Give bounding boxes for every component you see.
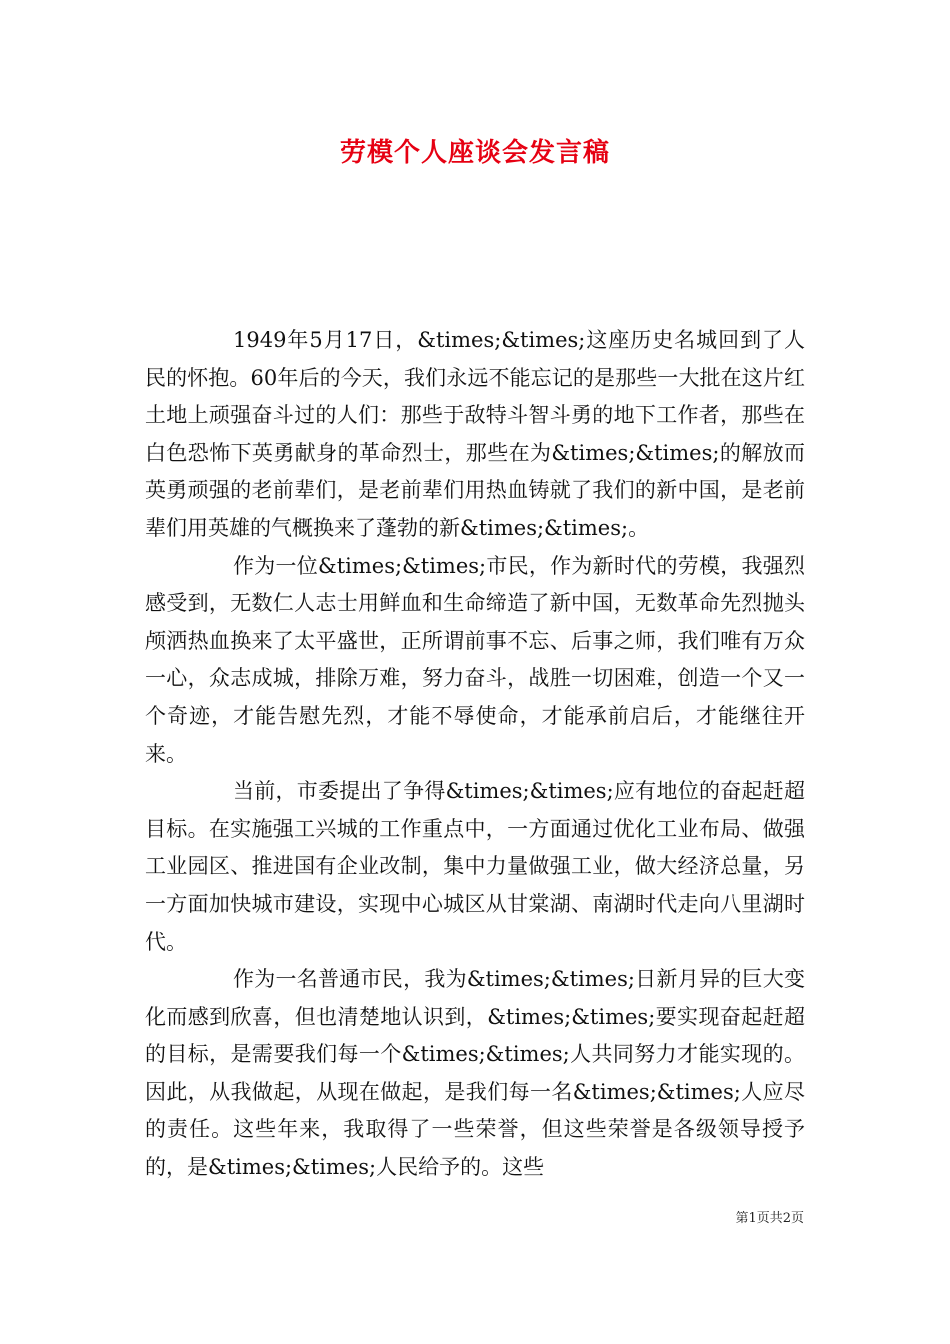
document-title: 劳模个人座谈会发言稿 bbox=[339, 138, 610, 168]
page-number-footer: 第1页共2页 bbox=[735, 1211, 804, 1226]
document-body bbox=[145, 322, 805, 1187]
paragraph-3: 当前，市委提出了争得&times;&times;应有地位的奋起赶超目标。在实施强工兴城的工作重点中，一方面通过优化工业布局、做强工业园区、推进国有企业改制，集中力量做强工业，做大经济总量，另一方面加快城市建设，实现中心城区从甘棠湖、南湖时代走向八里湖时代。 bbox=[145, 779, 805, 954]
paragraph-1: 1949年5月17日，&times;&times;这座历史名城回到了人民的怀抱。60年后的今天，我们永远不能忘记的是那些一大批在这片红土地上顽强奋斗过的人们：那些于敌特斗智斗勇的地下工作者，那些在白色恐怖下英勇献身的革命烈士，那些在为&times;&times;的解放而英勇顽强的老前辈们，是老前辈们用热血铸就了我们的新中国，是老前辈们用英雄的气概换来了蓬勃的新&times;&times;。 bbox=[145, 328, 805, 540]
paragraph-2: 作为一位&times;&times;市民，作为新时代的劳模，我强烈感受到，无数仁人志士用鲜血和生命缔造了新中国，无数革命先烈抛头颅洒热血换来了太平盛世，正所谓前事不忘、后事之师，我们唯有万众一心，众志成城，排除万难，努力奋斗，战胜一切困难，创造一个又一个奇迹，才能告慰先烈，才能不辱使命，才能承前启后，才能继往开来。 bbox=[145, 553, 805, 766]
paragraph-4: 作为一名普通市民，我为&times;&times;日新月异的巨大变化而感到欣喜，但也清楚地认识到，&times;&times;要实现奋起赶超的目标，是需要我们每一个&times;&times;人共同努力才能实现的。因此，从我做起，从现在做起，是我们每一名&times;&times;人应尽的责任。这些年来，我取得了一些荣誉，但这些荣誉是各级领导授予的，是&times;&times;人民给予的。这些 bbox=[145, 967, 805, 1180]
